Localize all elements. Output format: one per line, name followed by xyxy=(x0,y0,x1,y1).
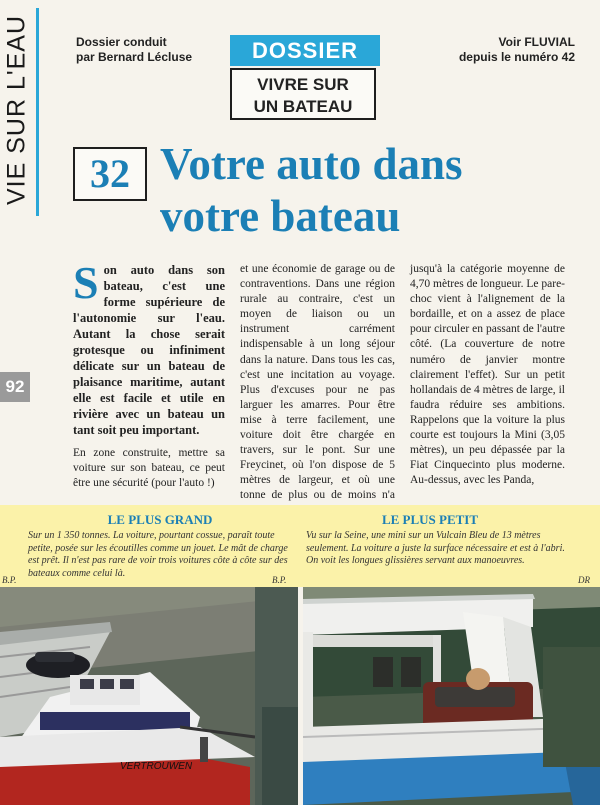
article-title-line-2: votre bateau xyxy=(160,191,401,241)
caption-text-right: Vu sur la Seine, une mini sur un Vulcain Bleu de 13 mètres seulement. La voiture a juste la surface nécessaire et est à l'abri. On voit les longues glissières servant aux manoeuvres. xyxy=(306,530,565,566)
photo-credit-left-a: B.P. xyxy=(2,575,17,585)
side-rule xyxy=(36,8,39,216)
article-title xyxy=(160,138,600,242)
caption-text-left: Sur un 1 350 tonnes. La voiture, pourtant cossue, paraît toute petite, posée sur les écoutilles comme un jouet. Le mât de charge est prêt. Il n'est pas rare de voir trois voitures côte à côte sur des bateaux comme celui là. xyxy=(28,530,288,579)
author-line-1: Dossier conduit xyxy=(76,35,167,49)
article-number: 32 xyxy=(73,147,147,201)
page-number: 92 xyxy=(0,372,30,402)
dossier-label: DOSSIER xyxy=(230,35,380,66)
author-line-2: par Bernard Lécluse xyxy=(76,50,193,64)
photo-credit-left-b: B.P. xyxy=(272,575,287,585)
body-paragraph: En zone construite, mettre sa voiture sur son bateau, ce peut être une sécurité (pour l'auto !) xyxy=(73,447,225,490)
reference-line-2: depuis le numéro 42 xyxy=(458,50,575,64)
body-column-2 xyxy=(240,262,395,542)
boat-name: VERTROUWEN xyxy=(120,761,193,772)
caption-title-right: LE PLUS PETIT xyxy=(381,512,479,527)
subsection-line-1: VIVRE SUR xyxy=(257,75,349,94)
body-paragraph: et une économie de garage ou de contraventions. Dans une région rurale au contraire, c'est un moyen de liaison ou un instrument carrément indispensable à un long séjour dans la nature. Dans tous les cas, c'est une incitation au voyage. Plus d'excuses pour ne pas larguer les amarres. Pour être mise à terre facilement, une voiture doit être chargée en travers, sur le pont. Sur une Freycinet, où l'on dispose de 5 mètres de largeur, et où une tonne de plus ou de moins n'a xyxy=(240,263,395,502)
caption-title-left: LE PLUS GRAND xyxy=(107,512,213,527)
body-column-3 xyxy=(410,262,565,496)
lead-paragraph xyxy=(73,257,225,438)
subsection-line-2: UN BATEAU xyxy=(253,97,353,116)
author-credit xyxy=(76,35,216,65)
photo-barge-car xyxy=(0,587,298,805)
drop-cap: S xyxy=(73,257,99,308)
photo-credit-right: DR xyxy=(578,575,590,585)
body-column-1 xyxy=(73,257,225,499)
subsection-box xyxy=(230,68,376,120)
section-vertical-title xyxy=(3,10,31,210)
reference-line-1: Voir FLUVIAL xyxy=(498,35,575,49)
photo-mini-boat xyxy=(303,587,600,805)
section-vertical-title-text: VIE SUR L'EAU xyxy=(2,14,31,206)
lead-text: on auto dans son bateau, c'est une forme supérieure de l'autonomie sur l'eau. Autant la chose serait grotesque ou infiniment délicate sur un bateau de plaisance maritime, autant elle est facile et utile en rivière avec un bateau un tant soit peu important. xyxy=(73,263,225,437)
reference-note xyxy=(430,35,575,65)
article-title-line-1: Votre auto dans xyxy=(160,139,463,189)
body-paragraph: jusqu'à la catégorie moyenne de 4,70 mètres de longueur. Le pare-choc vient à l'alignement de la bordaille, et on a assez de place pour circuler en passant de l'autre côté. (La couverture de notre numéro de janvier montre clairement l'effet). Sur un petit hollandais de 4 mètres de large, il faudra réduire ses ambitions. Rappelons que la voiture la plus courte est toujours la Mini (3,05 mètres), un peu dépassée par la Fiat Cinquecinto plus moderne. Au-dessus, avec les Panda, xyxy=(410,263,565,487)
